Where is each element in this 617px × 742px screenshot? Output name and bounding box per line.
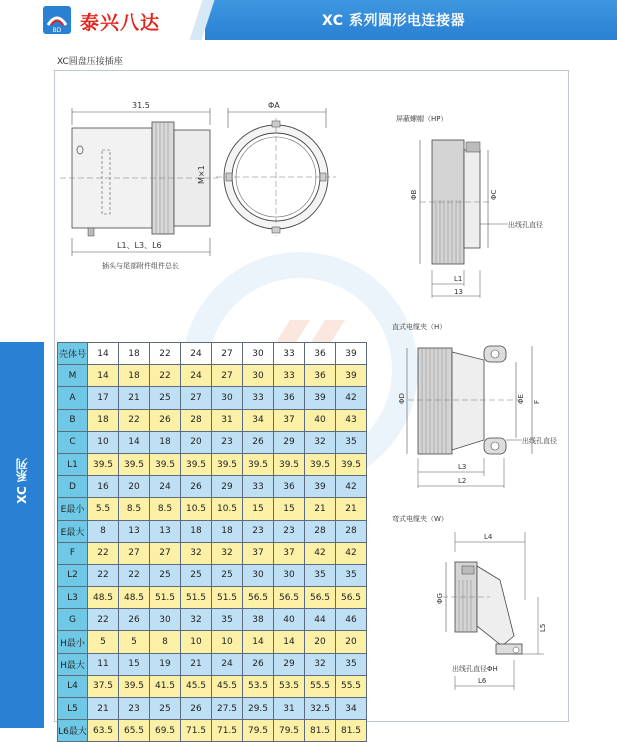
- table-cell: 81.5: [305, 720, 336, 742]
- dim-b-label: ΦB: [410, 189, 418, 200]
- table-cell: 71.5: [181, 720, 212, 742]
- row-header-cell: E最大: [58, 520, 88, 542]
- table-cell: 32.5: [305, 698, 336, 720]
- series-side-tab: [0, 342, 44, 728]
- table-cell: 35: [336, 431, 367, 453]
- table-cell: 15: [119, 653, 150, 675]
- table-cell: 79.5: [274, 720, 305, 742]
- table-cell: 34: [243, 409, 274, 431]
- table-cell: 39.5: [119, 453, 150, 475]
- row-header-cell: L6最大: [58, 720, 88, 742]
- table-cell: 81.5: [336, 720, 367, 742]
- table-cell: 32: [181, 542, 212, 564]
- table-cell: 45.5: [181, 675, 212, 697]
- w-l5-label: L5: [539, 623, 547, 632]
- table-cell: 42: [305, 542, 336, 564]
- table-cell: 33: [243, 476, 274, 498]
- table-cell: 21: [119, 387, 150, 409]
- table-cell: 13: [150, 520, 181, 542]
- table-cell: 35: [336, 653, 367, 675]
- table-cell: 14: [119, 431, 150, 453]
- table-cell: 18: [181, 520, 212, 542]
- table-cell: 10.5: [181, 498, 212, 520]
- dim-length-label: 31.5: [132, 101, 150, 110]
- w-l6-label: L6: [478, 677, 487, 685]
- table-cell: 10: [88, 431, 119, 453]
- dim-g-label: ΦG: [436, 593, 444, 604]
- table-cell: 27: [119, 542, 150, 564]
- table-row: [58, 675, 367, 697]
- table-cell: 8.5: [119, 498, 150, 520]
- table-cell: 5: [119, 631, 150, 653]
- table-cell: 20: [305, 631, 336, 653]
- f-label: F: [533, 399, 541, 404]
- table-cell: 46: [336, 609, 367, 631]
- h-l2-label: L2: [458, 477, 467, 485]
- w-l4-label: L4: [484, 533, 493, 541]
- table-cell: 26: [243, 653, 274, 675]
- table-cell: 48.5: [119, 587, 150, 609]
- table-cell: 32: [212, 542, 243, 564]
- row-header-cell: G: [58, 609, 88, 631]
- table-cell: 15: [243, 498, 274, 520]
- dim-diameter-label: ΦA: [268, 101, 280, 110]
- dim-e-label: ΦE: [517, 394, 525, 404]
- table-cell: 37.5: [88, 675, 119, 697]
- row-header-cell: L3: [58, 587, 88, 609]
- table-cell: 21: [181, 653, 212, 675]
- table-cell: 43: [336, 409, 367, 431]
- table-cell: 24: [212, 653, 243, 675]
- section-label: XC圆盘压接插座: [57, 57, 123, 67]
- row-header-cell: B: [58, 409, 88, 431]
- row-header-cell: 壳体号: [58, 343, 88, 365]
- table-cell: 22: [88, 564, 119, 586]
- table-cell: 29: [274, 653, 305, 675]
- dim-c-label: ΦC: [490, 189, 498, 200]
- row-header-cell: H最大: [58, 653, 88, 675]
- table-cell: 24: [181, 365, 212, 387]
- row-header-cell: L4: [58, 675, 88, 697]
- table-row: [58, 520, 367, 542]
- lengths-label: L1、L3、L6: [117, 241, 162, 250]
- table-cell: 14: [243, 631, 274, 653]
- row-header-cell: L5: [58, 698, 88, 720]
- table-cell: 39: [336, 343, 367, 365]
- table-cell: 42: [336, 476, 367, 498]
- table-cell: 35: [336, 564, 367, 586]
- table-cell: 22: [88, 609, 119, 631]
- table-cell: 56.5: [274, 587, 305, 609]
- table-cell: 27: [150, 542, 181, 564]
- table-cell: 30: [243, 343, 274, 365]
- table-cell: 33: [274, 343, 305, 365]
- row-header-cell: M: [58, 365, 88, 387]
- table-cell: 18: [119, 365, 150, 387]
- table-cell: 37: [243, 542, 274, 564]
- table-cell: 25: [150, 387, 181, 409]
- table-cell: 30: [212, 387, 243, 409]
- table-cell: 19: [150, 653, 181, 675]
- table-cell: 28: [181, 409, 212, 431]
- table-cell: 16: [88, 476, 119, 498]
- table-cell: 23: [119, 698, 150, 720]
- table-cell: 20: [119, 476, 150, 498]
- table-cell: 14: [88, 343, 119, 365]
- w-hole-label: 出线孔直径ΦH: [452, 665, 498, 673]
- page-title: XC 系列圆形电连接器: [322, 13, 465, 29]
- table-cell: 27.5: [212, 698, 243, 720]
- table-cell: 10: [212, 631, 243, 653]
- table-cell: 39.5: [336, 453, 367, 475]
- table-row: [58, 720, 367, 742]
- table-cell: 55.5: [305, 675, 336, 697]
- table-cell: 23: [212, 431, 243, 453]
- table-cell: 42: [336, 387, 367, 409]
- table-row: [58, 343, 367, 365]
- table-row: [58, 587, 367, 609]
- table-cell: 10.5: [212, 498, 243, 520]
- table-cell: 36: [305, 343, 336, 365]
- row-header-cell: C: [58, 431, 88, 453]
- table-cell: 63.5: [88, 720, 119, 742]
- table-row: [58, 564, 367, 586]
- h-title: 直式电缆夹（H）: [392, 323, 447, 331]
- table-cell: 22: [150, 343, 181, 365]
- table-row: [58, 476, 367, 498]
- table-cell: 29.5: [243, 698, 274, 720]
- table-cell: 79.5: [243, 720, 274, 742]
- table-cell: 48.5: [88, 587, 119, 609]
- table-cell: 37: [274, 409, 305, 431]
- h-hole-label: 出线孔直径: [522, 437, 557, 445]
- table-row: [58, 698, 367, 720]
- table-cell: 22: [119, 409, 150, 431]
- table-cell: 39: [305, 387, 336, 409]
- table-cell: 40: [274, 609, 305, 631]
- table-cell: 27: [212, 365, 243, 387]
- table-cell: 55.5: [336, 675, 367, 697]
- table-cell: 33: [274, 365, 305, 387]
- table-cell: 25: [181, 564, 212, 586]
- table-cell: 39.5: [150, 453, 181, 475]
- table-cell: 23: [243, 520, 274, 542]
- row-header-cell: F: [58, 542, 88, 564]
- length-caption: 插头与尾部附件组件总长: [102, 262, 179, 270]
- table-cell: 39.5: [305, 453, 336, 475]
- table-cell: 39: [305, 476, 336, 498]
- table-cell: 39: [336, 365, 367, 387]
- row-header-cell: L2: [58, 564, 88, 586]
- table-cell: 41.5: [150, 675, 181, 697]
- row-header-cell: H最小: [58, 631, 88, 653]
- table-cell: 26: [181, 476, 212, 498]
- table-cell: 8.5: [150, 498, 181, 520]
- table-cell: 22: [119, 564, 150, 586]
- table-cell: 44: [305, 609, 336, 631]
- table-cell: 20: [181, 431, 212, 453]
- table-cell: 31: [274, 698, 305, 720]
- hp-title: 屏蔽螺帽（HP）: [396, 115, 448, 123]
- table-cell: 32: [305, 653, 336, 675]
- table-cell: 22: [150, 365, 181, 387]
- table-cell: 26: [243, 431, 274, 453]
- table-cell: 24: [150, 476, 181, 498]
- table-cell: 26: [150, 409, 181, 431]
- table-cell: 51.5: [150, 587, 181, 609]
- table-cell: 8: [88, 520, 119, 542]
- table-cell: 14: [88, 365, 119, 387]
- table-cell: 29: [274, 431, 305, 453]
- table-cell: 30: [150, 609, 181, 631]
- table-cell: 23: [274, 520, 305, 542]
- table-cell: 65.5: [119, 720, 150, 742]
- table-cell: 36: [274, 476, 305, 498]
- table-cell: 30: [274, 564, 305, 586]
- table-cell: 35: [305, 564, 336, 586]
- table-cell: 25: [212, 564, 243, 586]
- table-row: [58, 542, 367, 564]
- table-cell: 18: [212, 520, 243, 542]
- table-cell: 26: [181, 698, 212, 720]
- table-cell: 56.5: [243, 587, 274, 609]
- table-cell: 30: [243, 365, 274, 387]
- table-row: [58, 631, 367, 653]
- table-cell: 8: [150, 631, 181, 653]
- table-cell: 39.5: [243, 453, 274, 475]
- table-cell: 18: [150, 431, 181, 453]
- table-cell: 39.5: [274, 453, 305, 475]
- table-cell: 53.5: [274, 675, 305, 697]
- table-cell: 37: [274, 542, 305, 564]
- table-cell: 15: [274, 498, 305, 520]
- table-cell: 18: [88, 409, 119, 431]
- row-header-cell: A: [58, 387, 88, 409]
- table-cell: 69.5: [150, 720, 181, 742]
- table-cell: 32: [305, 431, 336, 453]
- table-cell: 11: [88, 653, 119, 675]
- table-cell: 26: [119, 609, 150, 631]
- table-cell: 35: [212, 609, 243, 631]
- row-header-cell: L1: [58, 453, 88, 475]
- table-cell: 71.5: [212, 720, 243, 742]
- hp-l1-label: L1: [454, 275, 463, 283]
- table-cell: 27: [212, 343, 243, 365]
- table-row: [58, 365, 367, 387]
- table-cell: 5.5: [88, 498, 119, 520]
- hp-hole-label: 出线孔直径: [508, 221, 543, 229]
- row-header-cell: E最小: [58, 498, 88, 520]
- table-row: [58, 453, 367, 475]
- table-cell: 36: [274, 387, 305, 409]
- table-cell: 34: [336, 698, 367, 720]
- table-cell: 17: [88, 387, 119, 409]
- h-l3-label: L3: [458, 463, 467, 471]
- table-cell: 10: [181, 631, 212, 653]
- series-side-label: XC 系列: [15, 458, 29, 504]
- table-cell: 27: [181, 387, 212, 409]
- table-cell: 56.5: [336, 587, 367, 609]
- table-cell: 13: [119, 520, 150, 542]
- table-cell: 51.5: [181, 587, 212, 609]
- table-cell: 56.5: [305, 587, 336, 609]
- thread-label: M×1: [197, 165, 206, 184]
- table-cell: 28: [305, 520, 336, 542]
- table-cell: 24: [181, 343, 212, 365]
- table-cell: 32: [181, 609, 212, 631]
- table-cell: 39.5: [181, 453, 212, 475]
- table-row: [58, 609, 367, 631]
- table-cell: 20: [336, 631, 367, 653]
- table-cell: 53.5: [243, 675, 274, 697]
- table-row: [58, 498, 367, 520]
- table-cell: 33: [243, 387, 274, 409]
- table-cell: 14: [274, 631, 305, 653]
- table-cell: 25: [150, 564, 181, 586]
- w-title: 弯式电缆夹（W）: [392, 515, 448, 523]
- table-cell: 38: [243, 609, 274, 631]
- table-cell: 21: [305, 498, 336, 520]
- table-cell: 40: [305, 409, 336, 431]
- table-cell: 18: [119, 343, 150, 365]
- dim-d-label: ΦD: [398, 393, 406, 404]
- table-cell: 39.5: [212, 453, 243, 475]
- table-cell: 21: [336, 498, 367, 520]
- table-cell: 42: [336, 542, 367, 564]
- table-row: [58, 653, 367, 675]
- table-cell: 30: [243, 564, 274, 586]
- table-cell: 45.5: [212, 675, 243, 697]
- table-cell: 39.5: [88, 453, 119, 475]
- table-row: [58, 431, 367, 453]
- table-row: [58, 409, 367, 431]
- table-cell: 25: [150, 698, 181, 720]
- row-header-cell: D: [58, 476, 88, 498]
- table-cell: 5: [88, 631, 119, 653]
- table-row: [58, 387, 367, 409]
- brand-name: 泰兴八达: [80, 12, 161, 34]
- table-cell: 51.5: [212, 587, 243, 609]
- logo-caption: BD: [52, 27, 62, 34]
- hp-13-label: 13: [454, 288, 463, 296]
- table-cell: 21: [88, 698, 119, 720]
- table-cell: 28: [336, 520, 367, 542]
- spec-table: [57, 342, 367, 742]
- table-cell: 39.5: [119, 675, 150, 697]
- table-cell: 31: [212, 409, 243, 431]
- table-cell: 22: [88, 542, 119, 564]
- table-cell: 29: [212, 476, 243, 498]
- table-cell: 36: [305, 365, 336, 387]
